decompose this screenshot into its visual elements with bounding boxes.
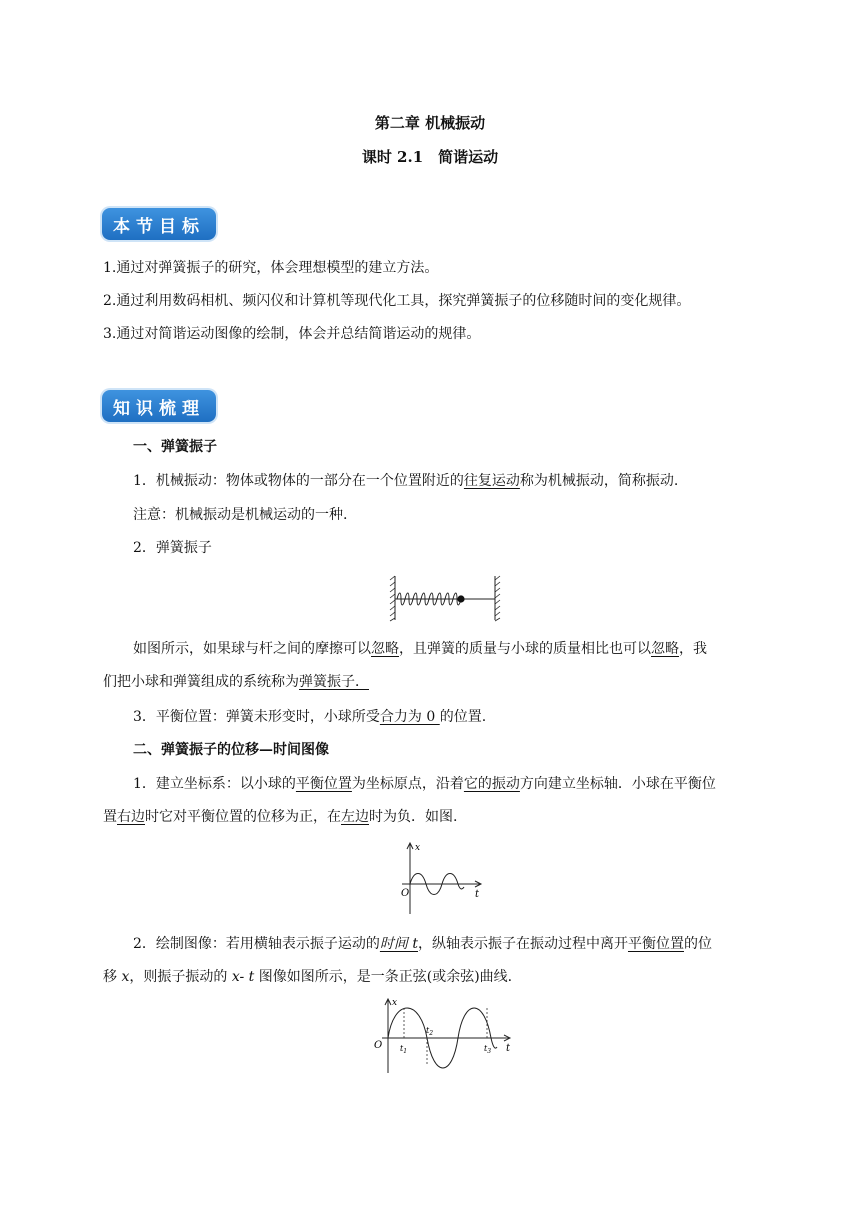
text: 时它对平衡位置的位移为正，在	[145, 809, 341, 825]
text: 们把小球和弹簧组成的系统称为	[103, 674, 299, 690]
paragraph-graph-line2	[103, 967, 512, 987]
underlined-answer: 时间 t	[379, 936, 418, 952]
goal-item-1: 1.通过对弹簧振子的研究，体会理想模型的建立方法。	[103, 260, 439, 276]
text: 称为机械振动，简称振动.	[519, 473, 679, 489]
underlined-answer: 合力为 0	[379, 709, 440, 725]
text: 2．绘制图像：若用横轴表示振子运动的	[133, 936, 380, 952]
underlined-answer: 忽略	[371, 641, 399, 657]
tick-label-t3: $t_3$	[484, 1044, 492, 1055]
axis-label-t: t	[475, 889, 480, 900]
text: 3．平衡位置：弹簧未形变时，小球所受	[133, 709, 380, 725]
paragraph-coordinate-line1	[133, 774, 716, 794]
paragraph-coordinate-line2	[103, 807, 457, 827]
text: 方向建立坐标轴．小球在平衡位	[519, 776, 716, 792]
underlined-answer: 忽略	[651, 641, 679, 657]
origin-label: O	[374, 1040, 383, 1051]
text: ，则振子振动的	[129, 969, 232, 985]
paragraph-spring-oscillator-label: 2．弹簧振子	[133, 540, 212, 556]
paragraph-definition-line1	[133, 639, 707, 659]
paragraph-equilibrium	[133, 707, 486, 727]
paragraph-definition-line2	[103, 672, 369, 692]
text: 置	[103, 809, 117, 825]
text: 为坐标原点，沿着	[351, 776, 464, 792]
text: 时为负．如图.	[369, 809, 458, 825]
text: 图像如图所示，是一条正弦(或余弦)曲线.	[254, 969, 513, 985]
underlined-answer: 左边	[341, 809, 369, 825]
text: ，纵轴表示振子在振动过程中离开	[417, 936, 628, 952]
text: 如图所示，如果球与杆之间的摩擦可以	[133, 641, 371, 657]
text: 的位	[683, 936, 712, 952]
text: ，我	[679, 641, 707, 657]
underlined-answer: 它的振动	[463, 776, 520, 792]
goals-badge: 本节目标	[102, 208, 216, 240]
axis-label-x: x	[415, 843, 421, 853]
text: 1．机械振动：物体或物体的一部分在一个位置附近的	[133, 473, 464, 489]
chapter-title: 第二章 机械振动	[374, 114, 486, 132]
section-heading-displacement-time: 二、弹簧振子的位移—时间图像	[133, 742, 329, 758]
variable-xt: x- t	[231, 969, 255, 985]
spring-oscillator-figure	[388, 574, 502, 622]
variable-x: x	[121, 969, 130, 985]
section-heading-spring-oscillator: 一、弹簧振子	[133, 439, 217, 455]
paragraph-graph-line1	[133, 934, 712, 954]
goal-item-3: 3.通过对简谐运动图像的绘制，体会并总结简谐运动的规律。	[103, 326, 481, 342]
lesson-title: 课时 2.1 简谐运动	[361, 148, 499, 166]
goal-item-2: 2.通过利用数码相机、频闪仪和计算机等现代化工具，探究弹簧振子的位移随时间的变化规律。	[103, 293, 691, 309]
knowledge-badge: 知识梳理	[102, 390, 216, 422]
axis-label-x: x	[392, 998, 398, 1008]
origin-label: O	[401, 888, 410, 899]
underlined-answer: 平衡位置	[295, 776, 352, 792]
axis-label-t: t	[506, 1043, 511, 1054]
underlined-answer: 右边	[117, 809, 145, 825]
sine-curve-figure	[370, 995, 518, 1075]
tick-label-t2: $t_2$	[426, 1026, 434, 1037]
small-sine-figure	[396, 840, 486, 916]
underlined-answer: 弹簧振子．	[299, 674, 369, 690]
text: ，且弹簧的质量与小球的质量相比也可以	[399, 641, 651, 657]
text: 的位置.	[439, 709, 487, 725]
underlined-answer: 往复运动	[463, 473, 520, 489]
paragraph-mechanical-vibration	[133, 471, 678, 491]
text: 移	[103, 969, 122, 985]
tick-label-t1: $t_1$	[400, 1044, 408, 1055]
note-text: 注意：机械振动是机械运动的一种.	[133, 507, 348, 523]
underlined-answer: 平衡位置	[627, 936, 684, 952]
text: 1．建立坐标系：以小球的	[133, 776, 296, 792]
